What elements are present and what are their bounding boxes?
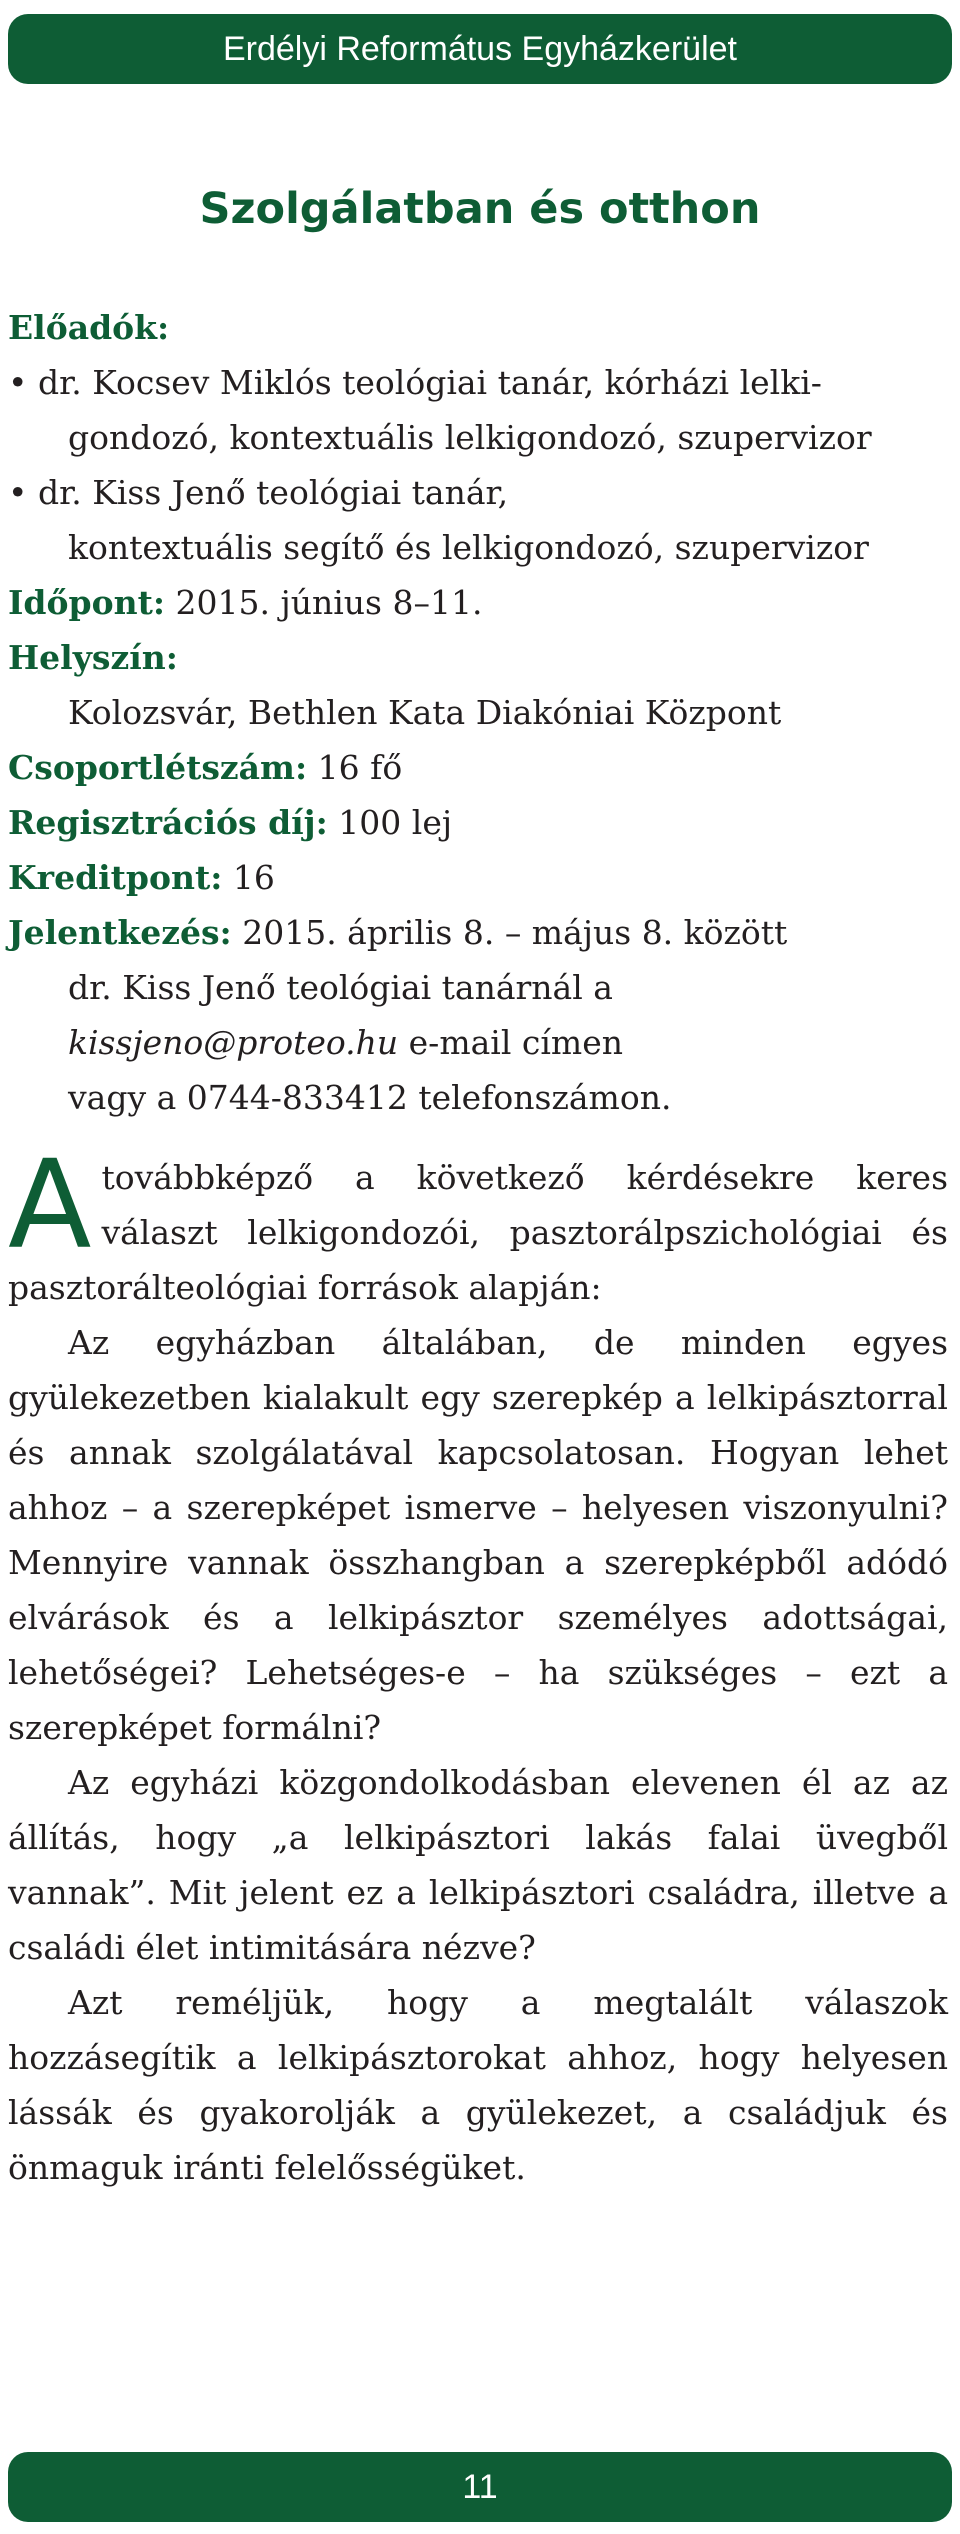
footer-bar — [8, 2452, 952, 2522]
page-number: 11 — [462, 2467, 498, 2506]
credits-row — [8, 850, 948, 905]
bullet-icon: • — [8, 473, 38, 512]
drop-cap: A — [8, 1134, 92, 1276]
paragraph-3: Az egyházi közgondolkodásban elevenen él az az állítás, hogy „a lelkipásztori lakás falai üvegből vannak”. Mit jelent ez a lelkipásztori családra, illetve a családi élet intimitására nézve? — [8, 1763, 948, 1967]
email-suffix: e-mail címen — [398, 1023, 624, 1062]
date-label: Időpont: — [8, 583, 166, 622]
presenter-2-line-2: kontextuális segítő és lelkigondozó, szupervizor — [68, 528, 869, 567]
registration-phone: vagy a 0744-833412 telefonszámon. — [68, 1078, 672, 1117]
presenter-2-line-1: • dr. Kiss Jenő teológiai tanár, — [8, 473, 509, 512]
location-value: Kolozsvár, Bethlen Kata Diakóniai Központ — [68, 693, 782, 732]
fee-row — [8, 795, 948, 850]
registration-value: 2015. április 8. – május 8. között — [231, 913, 788, 952]
description — [8, 1134, 948, 2195]
paragraph-2: Az egyházban általában, de minden egyes gyülekezetben kialakult egy szerepkép a lelkipásztorral és annak szolgálatával kapcsolatosan. Hogyan lehet ahhoz – a szerepképet ismerve – helyesen viszonyulni? Mennyire vannak összhangban a szerepképből adódó elvárások és a lelkipásztor személyes adottságai, lehetőségei? Lehetséges-e – ha szükséges – ezt a szerepképet formálni? — [8, 1323, 948, 1747]
header-bar — [8, 14, 952, 84]
registration-email-row — [8, 1015, 948, 1070]
paragraph-1: Atovábbképző a következő kérdésekre keres választ lelkigondozói, pasztorálpszichológiai és pasztorálteológiai források alapján: — [8, 1134, 948, 1307]
event-details — [8, 300, 948, 1125]
location-heading — [8, 630, 948, 685]
page-title: Szolgálatban és otthon — [199, 184, 761, 234]
fee-label: Regisztrációs díj: — [8, 803, 328, 842]
header-title: Erdélyi Református Egyházkerület — [222, 29, 737, 68]
email-link[interactable]: kissjeno@proteo.hu — [68, 1023, 399, 1062]
date-row — [8, 575, 948, 630]
credits-value: 16 — [222, 858, 275, 897]
registration-label: Jelentkezés: — [8, 913, 232, 952]
group-size-label: Csoportlétszám: — [8, 748, 308, 787]
bullet-icon: • — [8, 363, 38, 402]
registration-contact: dr. Kiss Jenő teológiai tanárnál a — [68, 968, 613, 1007]
fee-value: 100 lej — [327, 803, 453, 842]
paragraph-4: Azt reméljük, hogy a megtalált válaszok hozzásegítik a lelkipásztorokat ahhoz, hogy helyesen lássák és gyakorolják a gyülekezet, a családjuk és önmaguk iránti felelősségüket. — [8, 1983, 948, 2187]
presenters-label: Előadók: — [8, 308, 170, 347]
presenter-1-line-1: • dr. Kocsev Miklós teológiai tanár, kórházi lelki- — [8, 363, 822, 402]
credits-label: Kreditpont: — [8, 858, 223, 897]
presenter-1-line-2: gondozó, kontextuális lelkigondozó, szupervizor — [68, 418, 872, 457]
date-value: 2015. június 8–11. — [165, 583, 483, 622]
registration-row — [8, 905, 948, 960]
group-size-row — [8, 740, 948, 795]
location-label: Helyszín: — [8, 638, 178, 677]
group-size-value: 16 fő — [307, 748, 403, 787]
presenters-heading — [8, 300, 948, 355]
